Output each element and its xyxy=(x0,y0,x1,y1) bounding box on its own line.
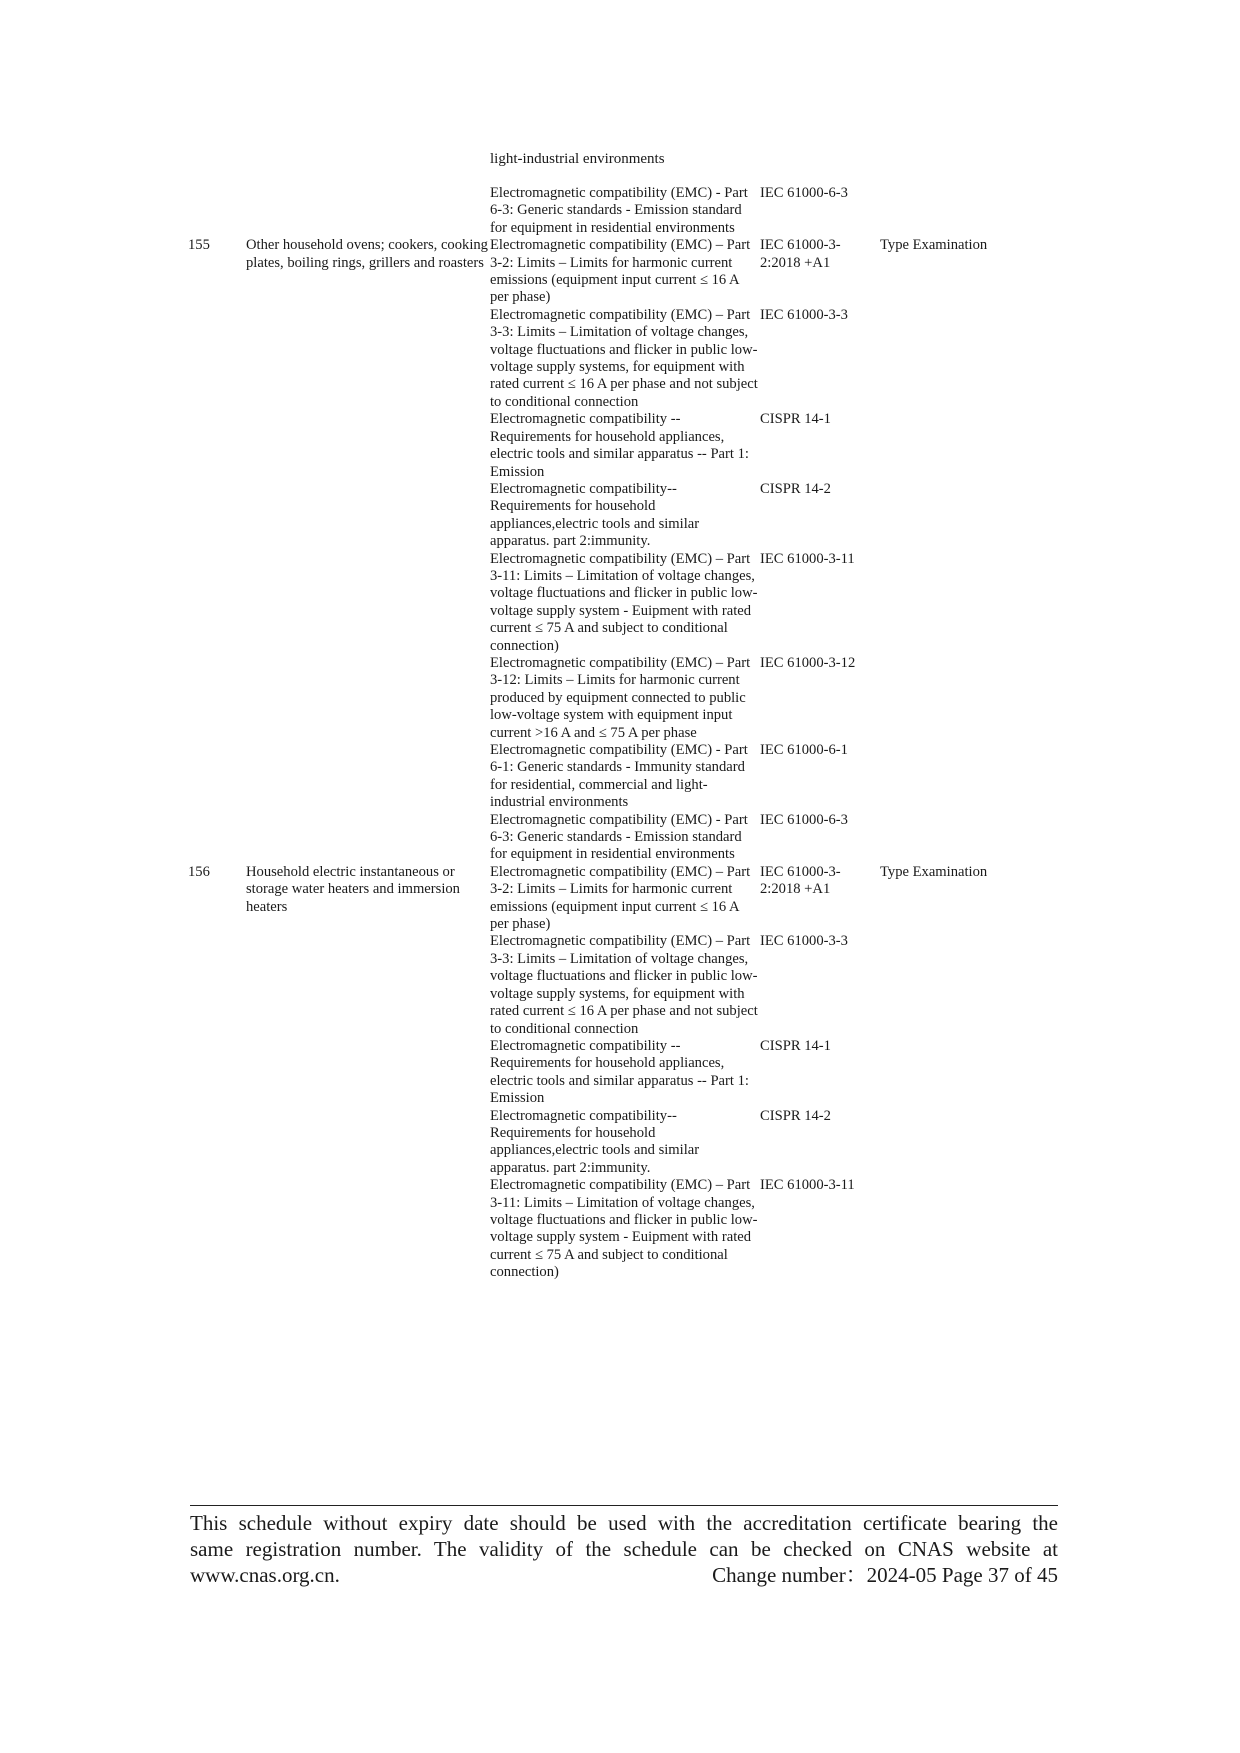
standard-code: IEC 61000-3-3 xyxy=(760,306,848,323)
standard-code: IEC 61000-6-3 xyxy=(760,185,848,201)
item-number xyxy=(188,411,246,481)
product-name: Household electric instantaneous or storage water heaters and immersion heaters xyxy=(246,863,460,915)
item-number: 156 xyxy=(188,863,210,880)
standard-code: IEC 61000-3-3 xyxy=(760,933,848,950)
table-row xyxy=(188,1108,1030,1178)
test-method xyxy=(880,551,1030,655)
schedule-table xyxy=(188,185,1030,1282)
standard-code: IEC 61000-3-12 xyxy=(760,654,856,671)
standard-code: IEC 61000-6-3 xyxy=(760,811,848,828)
test-method xyxy=(880,812,1030,864)
item-number xyxy=(188,1108,246,1178)
standard-title: Electromagnetic compatibility (EMC) - Part 6-3: Generic standards - Emission standard for equipment in residential environments xyxy=(490,185,748,236)
item-number xyxy=(188,307,246,411)
product-name xyxy=(246,551,490,655)
footer-line-2: same registration number. The validity of the schedule can be checked on CNAS website at xyxy=(190,1537,1058,1561)
test-method xyxy=(880,933,1030,1037)
table-row xyxy=(188,551,1030,655)
standard-title: Electromagnetic compatibility (EMC) – Part 3-2: Limits – Limits for harmonic current emissions (equipment input current ≤ 16 A per phase) xyxy=(490,863,751,933)
item-number xyxy=(188,742,246,812)
standard-title: Electromagnetic compatibility (EMC) – Part 3-11: Limits – Limitation of voltage changes, voltage fluctuations and flicker in public low-voltage supply system - Euipment with rated current ≤ 75 A and subject to conditional connection) xyxy=(490,1177,758,1281)
product-name xyxy=(246,185,490,237)
table-row xyxy=(188,742,1030,812)
test-method xyxy=(880,481,1030,551)
page-footer xyxy=(190,1505,1058,1588)
standard-code: IEC 61000-3-11 xyxy=(760,550,855,567)
table-row xyxy=(188,237,1030,307)
table-row xyxy=(188,655,1030,742)
item-number: 155 xyxy=(188,237,210,254)
item-number xyxy=(188,812,246,864)
item-number xyxy=(188,551,246,655)
test-method xyxy=(880,1108,1030,1178)
test-method xyxy=(880,655,1030,742)
footer-website: www.cnas.org.cn. xyxy=(190,1563,340,1587)
product-name xyxy=(246,1038,490,1108)
table-row xyxy=(188,933,1030,1037)
footer-change-number: Change number：2024-05 Page 37 of 45 xyxy=(712,1563,1058,1587)
test-method xyxy=(880,1038,1030,1108)
test-method xyxy=(880,307,1030,411)
standard-title: Electromagnetic compatibility (EMC) - Part 6-3: Generic standards - Emission standard for equipment in residential environments xyxy=(490,811,748,863)
standard-title: Electromagnetic compatibility-- Requirements for household appliances,electric tools and similar apparatus. part 2:immunity. xyxy=(490,480,700,550)
product-name xyxy=(246,1177,490,1281)
standard-title: Electromagnetic compatibility (EMC) – Part 3-3: Limits – Limitation of voltage changes, voltage fluctuations and flicker in public low-voltage supply systems, for equipment with rated current ≤ 16 A per phase and not subject to conditional connection xyxy=(490,306,758,410)
standard-code: CISPR 14-1 xyxy=(760,411,831,428)
item-number xyxy=(188,185,246,237)
table-row xyxy=(188,1177,1030,1281)
test-method xyxy=(880,742,1030,812)
item-number xyxy=(188,655,246,742)
product-name xyxy=(246,481,490,551)
standard-title: Electromagnetic compatibility-- Requirements for household appliances,electric tools and similar apparatus. part 2:immunity. xyxy=(490,1107,700,1176)
standard-code: CISPR 14-2 xyxy=(760,1107,831,1124)
item-number xyxy=(188,933,246,1037)
test-method xyxy=(880,1177,1030,1281)
footer-line-3 xyxy=(190,1562,1058,1588)
standard-title: Electromagnetic compatibility (EMC) – Part 3-11: Limits – Limitation of voltage changes, voltage fluctuations and flicker in public low-voltage supply system - Euipment with rated current ≤ 75 A and subject to conditional connection) xyxy=(490,550,758,654)
standard-title: Electromagnetic compatibility (EMC) – Part 3-2: Limits – Limits for harmonic current emissions (equipment input current ≤ 16 A per phase) xyxy=(490,237,751,306)
product-name xyxy=(246,307,490,411)
product-name xyxy=(246,1108,490,1178)
standard-title: Electromagnetic compatibility (EMC) – Part 3-12: Limits – Limits for harmonic current produced by equipment connected to public low-voltage system with equipment input current >16 A and ≤ 75 A per phase xyxy=(490,654,751,741)
test-method xyxy=(880,411,1030,481)
test-method: Type Examination xyxy=(880,863,988,880)
standard-title: Electromagnetic compatibility -- Requirements for household appliances, electric tools and similar apparatus -- Part 1: Emission xyxy=(490,411,749,480)
table-row xyxy=(188,185,1030,237)
standard-title: Electromagnetic compatibility (EMC) – Part 3-3: Limits – Limitation of voltage changes, voltage fluctuations and flicker in public low-voltage supply systems, for equipment with rated current ≤ 16 A per phase and not subject to conditional connection xyxy=(490,933,758,1037)
table-row xyxy=(188,481,1030,551)
item-number xyxy=(188,481,246,551)
product-name xyxy=(246,411,490,481)
product-name: Other household ovens; cookers, cooking plates, boiling rings, grillers and roasters xyxy=(246,237,488,271)
test-method xyxy=(880,185,1030,237)
standard-code: CISPR 14-2 xyxy=(760,480,831,497)
footer-line-1: This schedule without expiry date should be used with the accreditation certificate bearing the xyxy=(190,1511,1058,1535)
standard-code: IEC 61000-3-11 xyxy=(760,1177,855,1194)
continuation-text: light-industrial environments xyxy=(490,151,665,167)
table-row xyxy=(188,812,1030,864)
table-row xyxy=(188,1038,1030,1108)
test-method: Type Examination xyxy=(880,237,988,254)
table-row xyxy=(188,411,1030,481)
standard-title: Electromagnetic compatibility -- Requirements for household appliances, electric tools and similar apparatus -- Part 1: Emission xyxy=(490,1037,749,1107)
item-number xyxy=(188,1177,246,1281)
table-row xyxy=(188,864,1030,934)
standard-title: Electromagnetic compatibility (EMC) - Part 6-1: Generic standards - Immunity standard for residential, commercial and light-industrial environments xyxy=(490,742,748,811)
standard-code: IEC 61000-6-1 xyxy=(760,742,848,758)
schedule-rows xyxy=(188,185,1030,1282)
product-name xyxy=(246,812,490,864)
product-name xyxy=(246,742,490,812)
standard-code: IEC 61000-3-2:2018 +A1 xyxy=(760,237,841,271)
product-name xyxy=(246,655,490,742)
standard-code: IEC 61000-3-2:2018 +A1 xyxy=(760,863,841,898)
item-number xyxy=(188,1038,246,1108)
table-row xyxy=(188,307,1030,411)
standard-code: CISPR 14-1 xyxy=(760,1037,831,1054)
product-name xyxy=(246,933,490,1037)
